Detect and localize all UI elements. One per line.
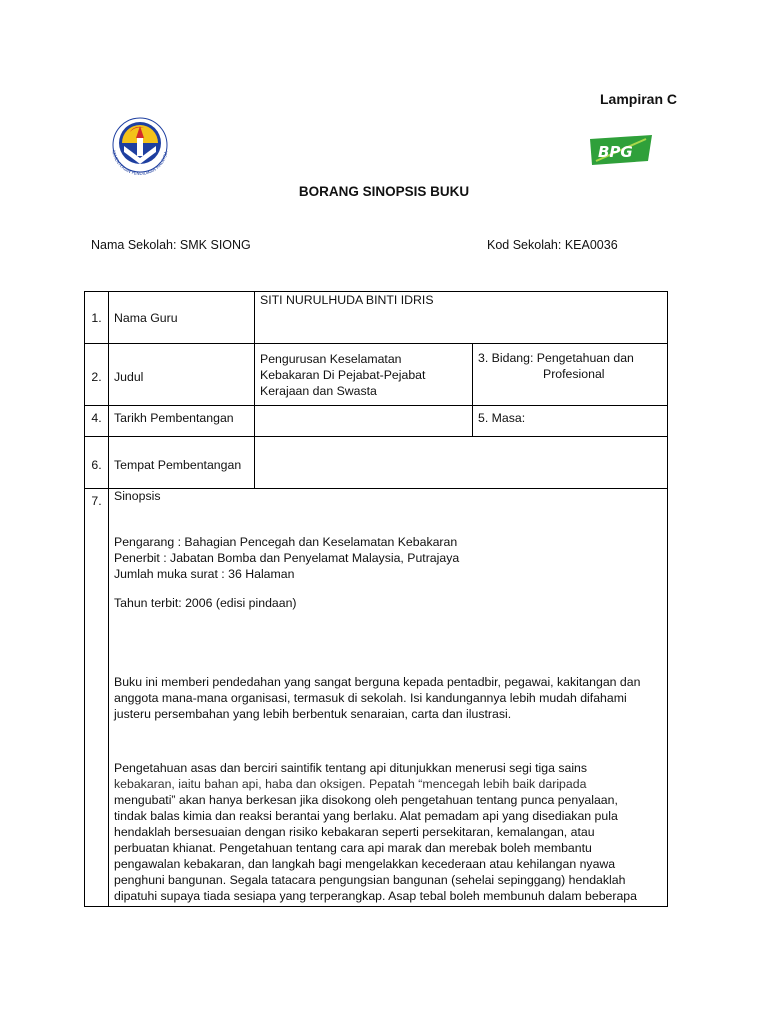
publish-year: Tahun terbit: 2006 (edisi pindaan) bbox=[114, 596, 297, 610]
book-meta bbox=[114, 534, 661, 582]
para-line: penghuni bangunan. Segala tatacara pengungsian bangunan (sehelai sepinggang) hendaklah bbox=[114, 873, 626, 887]
field-label-judul: Judul bbox=[109, 344, 255, 406]
field-value-tempat bbox=[255, 437, 668, 489]
row-number: 7. bbox=[85, 489, 109, 907]
row-tarikh bbox=[85, 406, 668, 437]
school-code: Kod Sekolah: KEA0036 bbox=[487, 238, 618, 252]
school-name: Nama Sekolah: SMK SIONG bbox=[91, 238, 251, 252]
field-value-judul bbox=[255, 344, 473, 406]
row-judul bbox=[85, 344, 668, 406]
synopsis-form-table bbox=[84, 291, 668, 907]
judul-line: Pengurusan Keselamatan bbox=[260, 351, 402, 366]
row-number: 2. bbox=[85, 344, 109, 406]
field-masa: 5. Masa: bbox=[473, 406, 668, 437]
field-label-tempat: Tempat Pembentangan bbox=[109, 437, 255, 489]
sinopsis-cell bbox=[109, 489, 668, 907]
para-line: perbuatan khianat. Pengetahuan tentang cara api marak dan merebak boleh membantu bbox=[114, 841, 592, 855]
field-value-tarikh bbox=[255, 406, 473, 437]
field-label-sinopsis: Sinopsis bbox=[114, 489, 161, 503]
para-line: Buku ini memberi pendedahan yang sangat berguna kepada pentadbir, pegawai, kakitangan dan bbox=[114, 675, 641, 689]
lampiran-label: Lampiran C bbox=[600, 91, 678, 107]
meta-line: Pengarang : Bahagian Pencegah dan Keselamatan Kebakaran bbox=[114, 535, 458, 549]
meta-line: Penerbit : Jabatan Bomba dan Penyelamat Malaysia, Putrajaya bbox=[114, 551, 460, 565]
row-number: 4. bbox=[85, 406, 109, 437]
synopsis-paragraph-1 bbox=[114, 674, 661, 722]
form-title: BORANG SINOPSIS BUKU bbox=[298, 184, 470, 199]
judul-line: Kerajaan dan Swasta bbox=[260, 383, 377, 398]
para-line: hendaklah bersesuaian dengan risiko kebakaran seperti persekitaran, kemalangan, atau bbox=[114, 825, 595, 839]
row-tempat bbox=[85, 437, 668, 489]
field-bidang bbox=[473, 344, 668, 406]
row-number: 6. bbox=[85, 437, 109, 489]
para-line: Pengetahuan asas dan berciri saintifik tentang api ditunjukkan menerusi segi tiga sains bbox=[114, 761, 588, 775]
para-line: justeru persembahan yang lebih berbentuk senaraian, carta dan ilustrasi. bbox=[114, 707, 512, 721]
bidang-line: Profesional bbox=[543, 367, 605, 381]
para-line: pengawalan kebakaran, dan langkah bagi mengelakkan kecederaan atau kehilangan nyawa bbox=[114, 857, 616, 871]
kpm-ring-text: KEMENTERIAN PENDIDIKAN MALAYSIA bbox=[111, 149, 169, 177]
row-sinopsis bbox=[85, 489, 668, 907]
para-line: anggota mana-mana organisasi, termasuk di sekolah. Isi kandungannya lebih mudah difahami bbox=[114, 691, 627, 705]
meta-line: Jumlah muka surat : 36 Halaman bbox=[114, 567, 295, 581]
row-nama-guru bbox=[85, 292, 668, 344]
field-label-nama-guru: Nama Guru bbox=[109, 292, 255, 344]
para-line: tindak balas kimia dan reaksi berantai yang berlaku. Alat pemadam api yang disediakan pula bbox=[114, 809, 618, 823]
para-line: dipatuhi supaya tiada sesiapa yang terperangkap. Asap tebal boleh membunuh dalam beberapa bbox=[114, 889, 637, 903]
bpg-logo-text: BPG bbox=[598, 143, 633, 161]
field-value-nama-guru: SITI NURULHUDA BINTI IDRIS bbox=[255, 292, 668, 344]
synopsis-paragraph-2 bbox=[114, 760, 661, 904]
bpg-logo bbox=[586, 131, 654, 169]
row-number: 1. bbox=[85, 292, 109, 344]
judul-line: Kebakaran Di Pejabat-Pejabat bbox=[260, 367, 426, 382]
field-label-tarikh: Tarikh Pembentangan bbox=[109, 406, 255, 437]
kpm-crest-logo bbox=[104, 116, 176, 178]
para-line: mengubati” akan hanya berkesan jika disokong oleh pengetahuan tentang punca penyalaan, bbox=[114, 793, 618, 807]
bidang-line: 3. Bidang: Pengetahuan dan bbox=[478, 351, 634, 365]
para-line: kebakaran, iaitu bahan api, haba dan oksigen. Pepatah “mencegah lebih baik daripada bbox=[114, 777, 587, 791]
